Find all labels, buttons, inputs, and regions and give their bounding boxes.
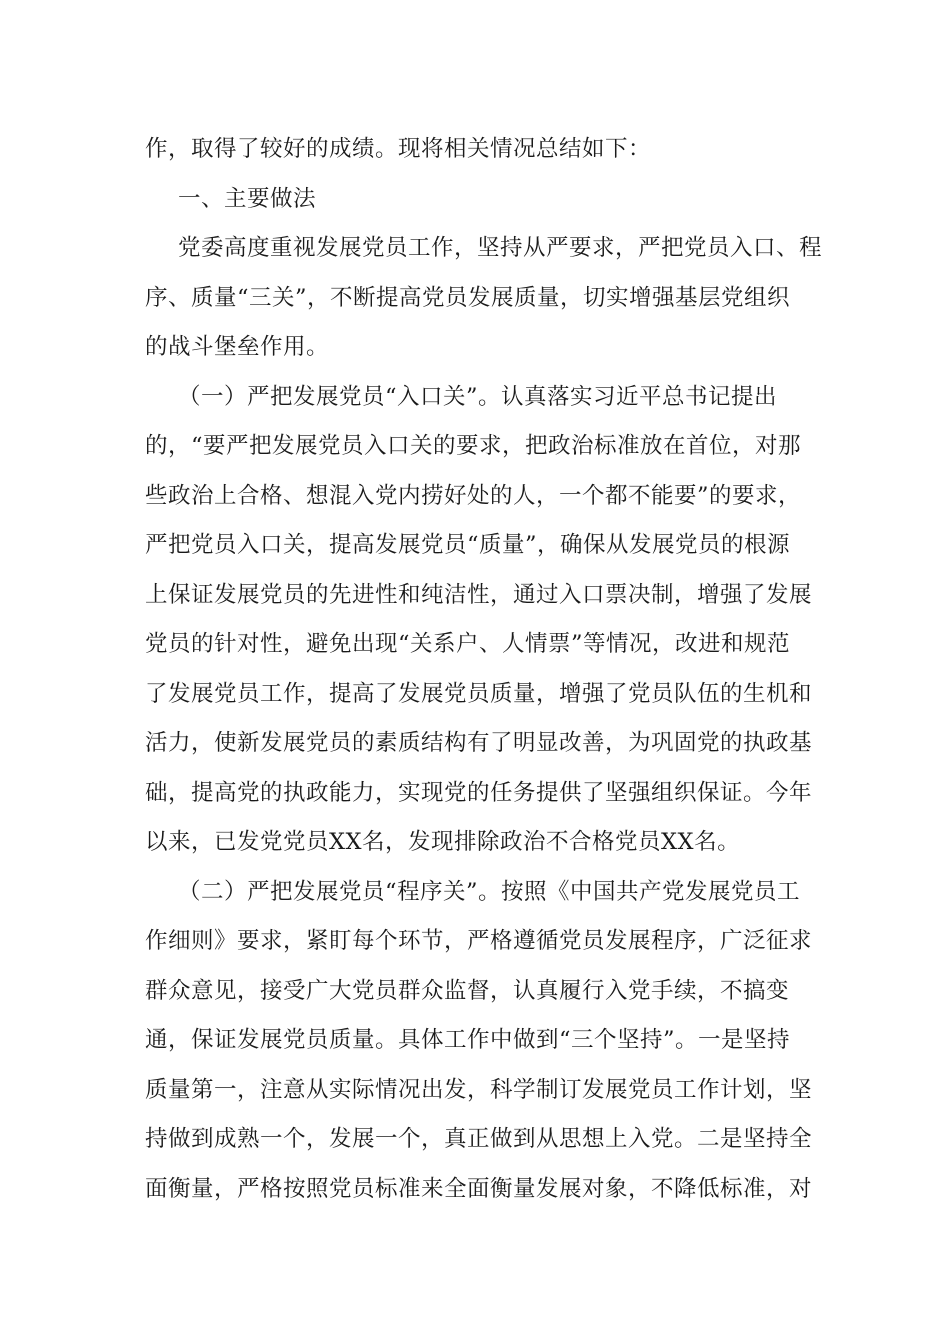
text-line: 一、主要做法: [178, 185, 317, 212]
text-line: 上保证发展党员的先进性和纯洁性，通过入口票决制，增强了发展: [145, 581, 813, 608]
text-line: 持做到成熟一个，发展一个，真正做到从思想上入党。二是坚持全: [145, 1126, 813, 1152]
text-line: 的战斗堡垒作用。: [145, 334, 330, 360]
document-body: [145, 125, 823, 1214]
text-line: 群众意见，接受广大党员群众监督，认真履行入党手续，不搞变: [145, 977, 790, 1004]
text-line: 序、质量“三关”，不断提高党员发展质量，切实增强基层党组织: [145, 284, 791, 311]
text-line: 了发展党员工作，提高了发展党员质量，增强了党员队伍的生机和: [145, 680, 813, 707]
text-line: （一）严把发展党员“入口关”。认真落实习近平总书记提出: [178, 383, 778, 410]
text-line: 的，“要严把发展党员入口关的要求，把政治标准放在首位，对那: [145, 433, 802, 459]
text-line: 党员的针对性，避免出现“关系户、人情票”等情况，改进和规范: [145, 631, 791, 657]
text-line: 党委高度重视发展党员工作，坚持从严要求，严把党员入口、程: [178, 235, 823, 261]
text-line: 些政治上合格、想混入党内捞好处的人，一个都不能要”的要求，: [145, 482, 802, 509]
text-line: （二）严把发展党员“程序关”。按照《中国共产党发展党员工: [178, 878, 801, 905]
text-line: 质量第一，注意从实际情况出发，科学制订发展党员工作计划，坚: [145, 1076, 813, 1103]
text-line: 活力，使新发展党员的素质结构有了明显改善，为巩固党的执政基: [145, 730, 813, 756]
text-line: 作，取得了较好的成绩。现将相关情况总结如下：: [145, 136, 652, 162]
text-line: 严把党员入口关，提高发展党员“质量”，确保从发展党员的根源: [145, 532, 791, 558]
text-line: 础，提高党的执政能力，实现党的任务提供了坚强组织保证。今年: [145, 779, 813, 806]
text-line: 以来，已发党党员XX名，发现排除政治不合格党员XX名。: [145, 829, 741, 855]
text-line: 面衡量，严格按照党员标准来全面衡量发展对象，不降低标准，对: [145, 1175, 813, 1202]
text-line: 通，保证发展党员质量。具体工作中做到“三个坚持”。一是坚持: [145, 1027, 791, 1053]
text-line: 作细则》要求，紧盯每个环节，严格遵循党员发展程序，广泛征求: [145, 928, 813, 954]
